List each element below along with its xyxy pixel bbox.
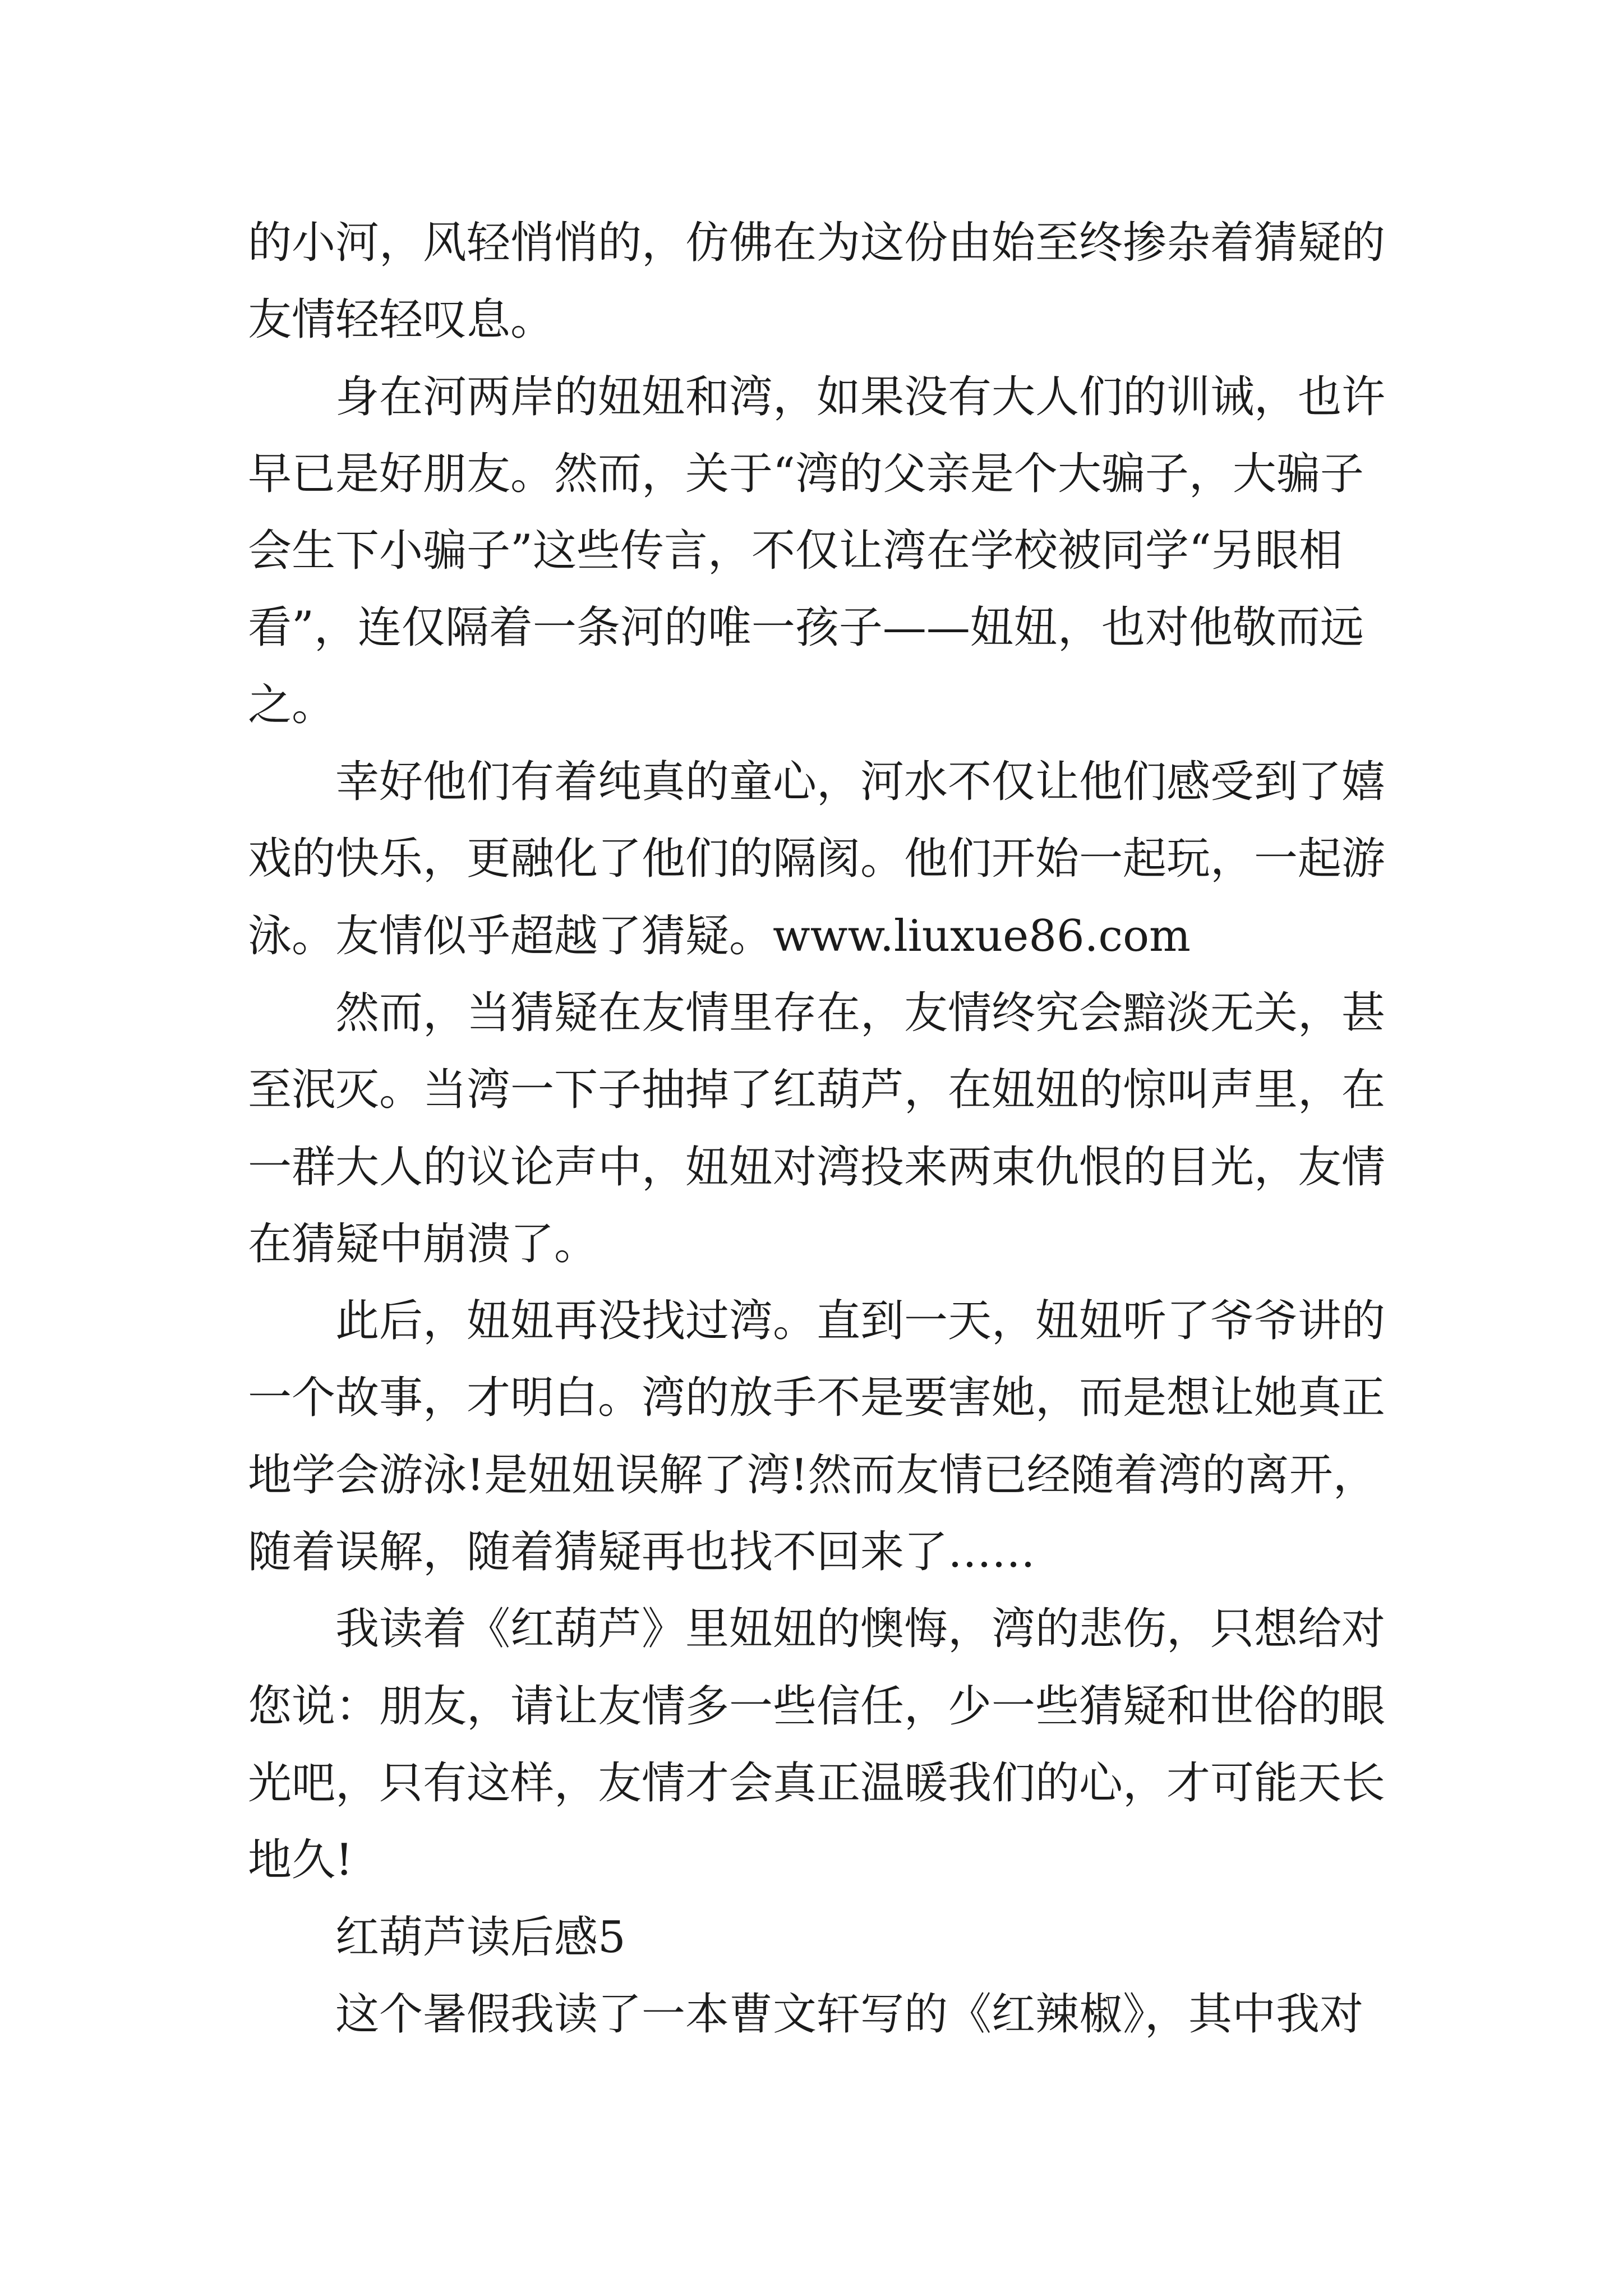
paragraph (248, 1591, 1426, 1899)
paragraph (248, 359, 1426, 744)
paragraph-line: 幸好他们有着纯真的童心，河水不仅让他们感受到了嬉 (335, 757, 1386, 808)
section-heading (248, 1899, 1426, 1976)
paragraph-line: 在猜疑中崩溃了。 (248, 1218, 598, 1269)
paragraph (248, 744, 1426, 975)
paragraph-line: 这个暑假我读了一本曹文轩写的《红辣椒》，其中我对 (335, 1989, 1364, 2040)
paragraph-line: 至泯灭。当湾一下子抽掉了红葫芦，在妞妞的惊叫声里，在 (248, 1065, 1386, 1116)
paragraph-line: 泳。友情似乎超越了猜疑。www.liuxue86.com (248, 910, 1191, 961)
paragraph (248, 1976, 1426, 2053)
paragraph-line: 地学会游泳!是妞妞误解了湾!然而友情已经随着湾的离开， (248, 1450, 1377, 1501)
paragraph-line: 一群大人的议论声中，妞妞对湾投来两束仇恨的目光，友情 (248, 1142, 1386, 1193)
paragraph-line: 看”，连仅隔着一条河的唯一孩子——妞妞，也对他敬而远 (248, 602, 1364, 654)
paragraph (248, 975, 1426, 1283)
paragraph-line: 之。 (248, 679, 336, 730)
paragraph-line: 此后，妞妞再没找过湾。直到一天，妞妞听了爷爷讲的 (335, 1296, 1386, 1347)
paragraph-line: 会生下小骗子”这些传言，不仅让湾在学校被同学“另眼相 (248, 526, 1343, 577)
paragraph-line: 戏的快乐，更融化了他们的隔阂。他们开始一起玩，一起游 (248, 834, 1386, 885)
paragraph-line: 地久! (248, 1835, 353, 1886)
paragraph-line: 我读着《红葫芦》里妞妞的懊悔，湾的悲伤，只想给对 (335, 1604, 1386, 1655)
paragraph-line: 随着误解，随着猜疑再也找不回来了…… (248, 1527, 1036, 1578)
paragraph-continuation (248, 205, 1426, 359)
paragraph-line: 您说：朋友，请让友情多一些信任，少一些猜疑和世俗的眼 (248, 1681, 1386, 1732)
paragraph-line: 友情轻轻叹息。 (248, 295, 555, 346)
paragraph-line: 然而，当猜疑在友情里存在，友情终究会黯淡无关，甚 (335, 987, 1386, 1038)
paragraph-line: 身在河两岸的妞妞和湾，如果没有大人们的训诫，也许 (335, 371, 1386, 422)
paragraph (248, 1283, 1426, 1591)
section-heading-text: 红葫芦读后感5 (335, 1912, 626, 1963)
paragraph-line: 一个故事，才明白。湾的放手不是要害她，而是想让她真正 (248, 1373, 1386, 1424)
paragraph-line: 光吧，只有这样，友情才会真正温暖我们的心，才可能天长 (248, 1757, 1386, 1809)
body-text (248, 205, 1426, 2053)
paragraph-line: 的小河，风轻悄悄的，仿佛在为这份由始至终掺杂着猜疑的 (248, 218, 1386, 268)
paragraph-line: 早已是好朋友。然而，关于“湾的父亲是个大骗子，大骗子 (248, 448, 1364, 499)
